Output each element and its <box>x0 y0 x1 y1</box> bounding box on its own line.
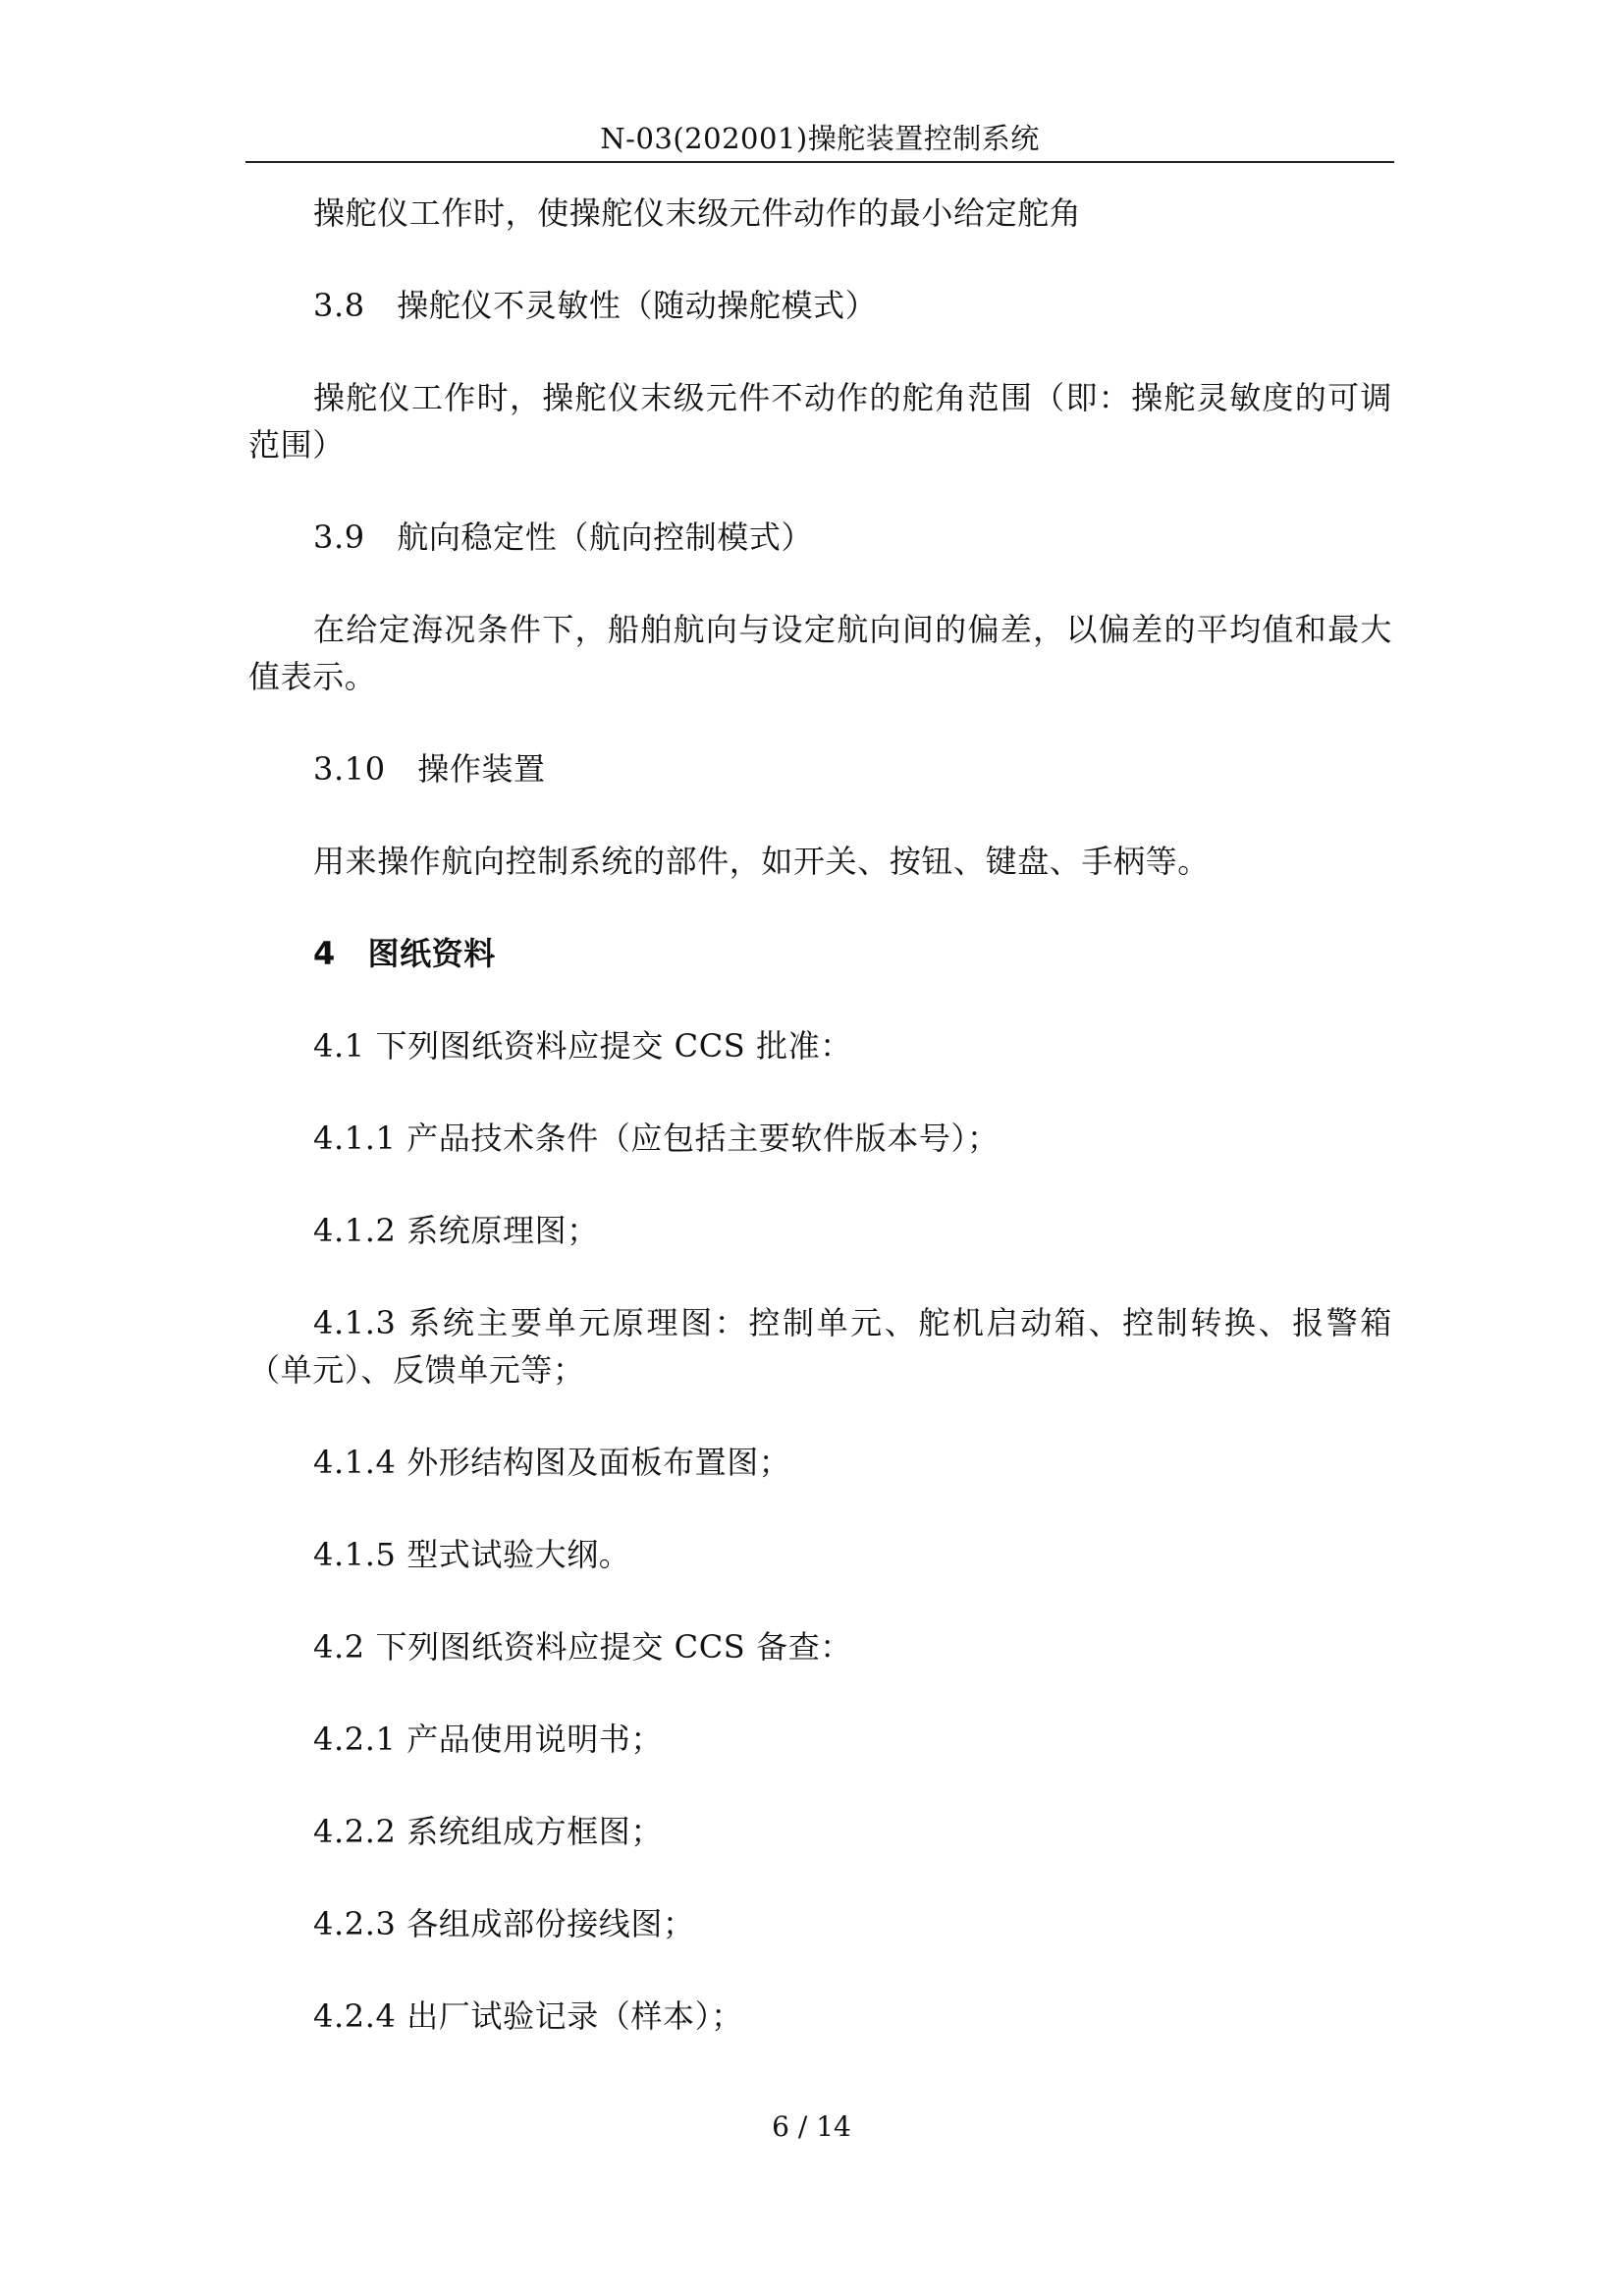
page-number: 6 / 14 <box>772 2110 851 2143</box>
list-item: 4.1.2 系统原理图； <box>313 1212 599 1249</box>
list-item: 4.1.4 外形结构图及面板布置图； <box>313 1444 791 1481</box>
section-heading-3-10: 3.10 操作装置 <box>313 750 546 788</box>
list-item: 4.2.3 各组成部份接线图； <box>313 1905 695 1942</box>
page-header <box>245 116 1394 163</box>
list-item: 4.1 下列图纸资料应提交 CCS 批准： <box>313 1027 852 1065</box>
document-title: N-03(202001)操舵装置控制系统 <box>600 122 1040 155</box>
list-item: 4.2.1 产品使用说明书； <box>313 1721 663 1758</box>
list-item: 4.1.1 产品技术条件（应包括主要软件版本号）； <box>313 1120 1000 1157</box>
list-item: 4.1.5 型式试验大纲。 <box>313 1536 631 1573</box>
list-item: 4.2.2 系统组成方框图； <box>313 1813 663 1850</box>
section-heading-3-8: 3.8 操舵仪不灵敏性（随动操舵模式） <box>313 287 878 324</box>
page-footer <box>0 2107 1623 2147</box>
section-heading-3-9: 3.9 航向稳定性（航向控制模式） <box>313 519 814 556</box>
paragraph: 用来操作航向控制系统的部件，如开关、按钮、键盘、手柄等。 <box>313 843 1210 880</box>
paragraph: 在给定海况条件下，船舶航向与设定航向间的偏差，以偏差的平均值和最大值表示。 <box>248 611 1392 695</box>
list-item: 4.2 下列图纸资料应提交 CCS 备查： <box>313 1628 852 1666</box>
paragraph: 操舵仪工作时，操舵仪末级元件不动作的舵角范围（即：操舵灵敏度的可调范围） <box>248 379 1392 464</box>
chapter-heading-4: 4 图纸资料 <box>313 935 496 972</box>
page-content <box>248 190 1392 2085</box>
list-item: 4.2.4 出厂试验记录（样本）； <box>313 1997 743 2035</box>
paragraph: 操舵仪工作时，使操舵仪末级元件动作的最小给定舵角 <box>313 194 1082 232</box>
list-item: 4.1.3 系统主要单元原理图：控制单元、舵机启动箱、控制转换、报警箱（单元）、反馈单元等； <box>248 1304 1392 1389</box>
